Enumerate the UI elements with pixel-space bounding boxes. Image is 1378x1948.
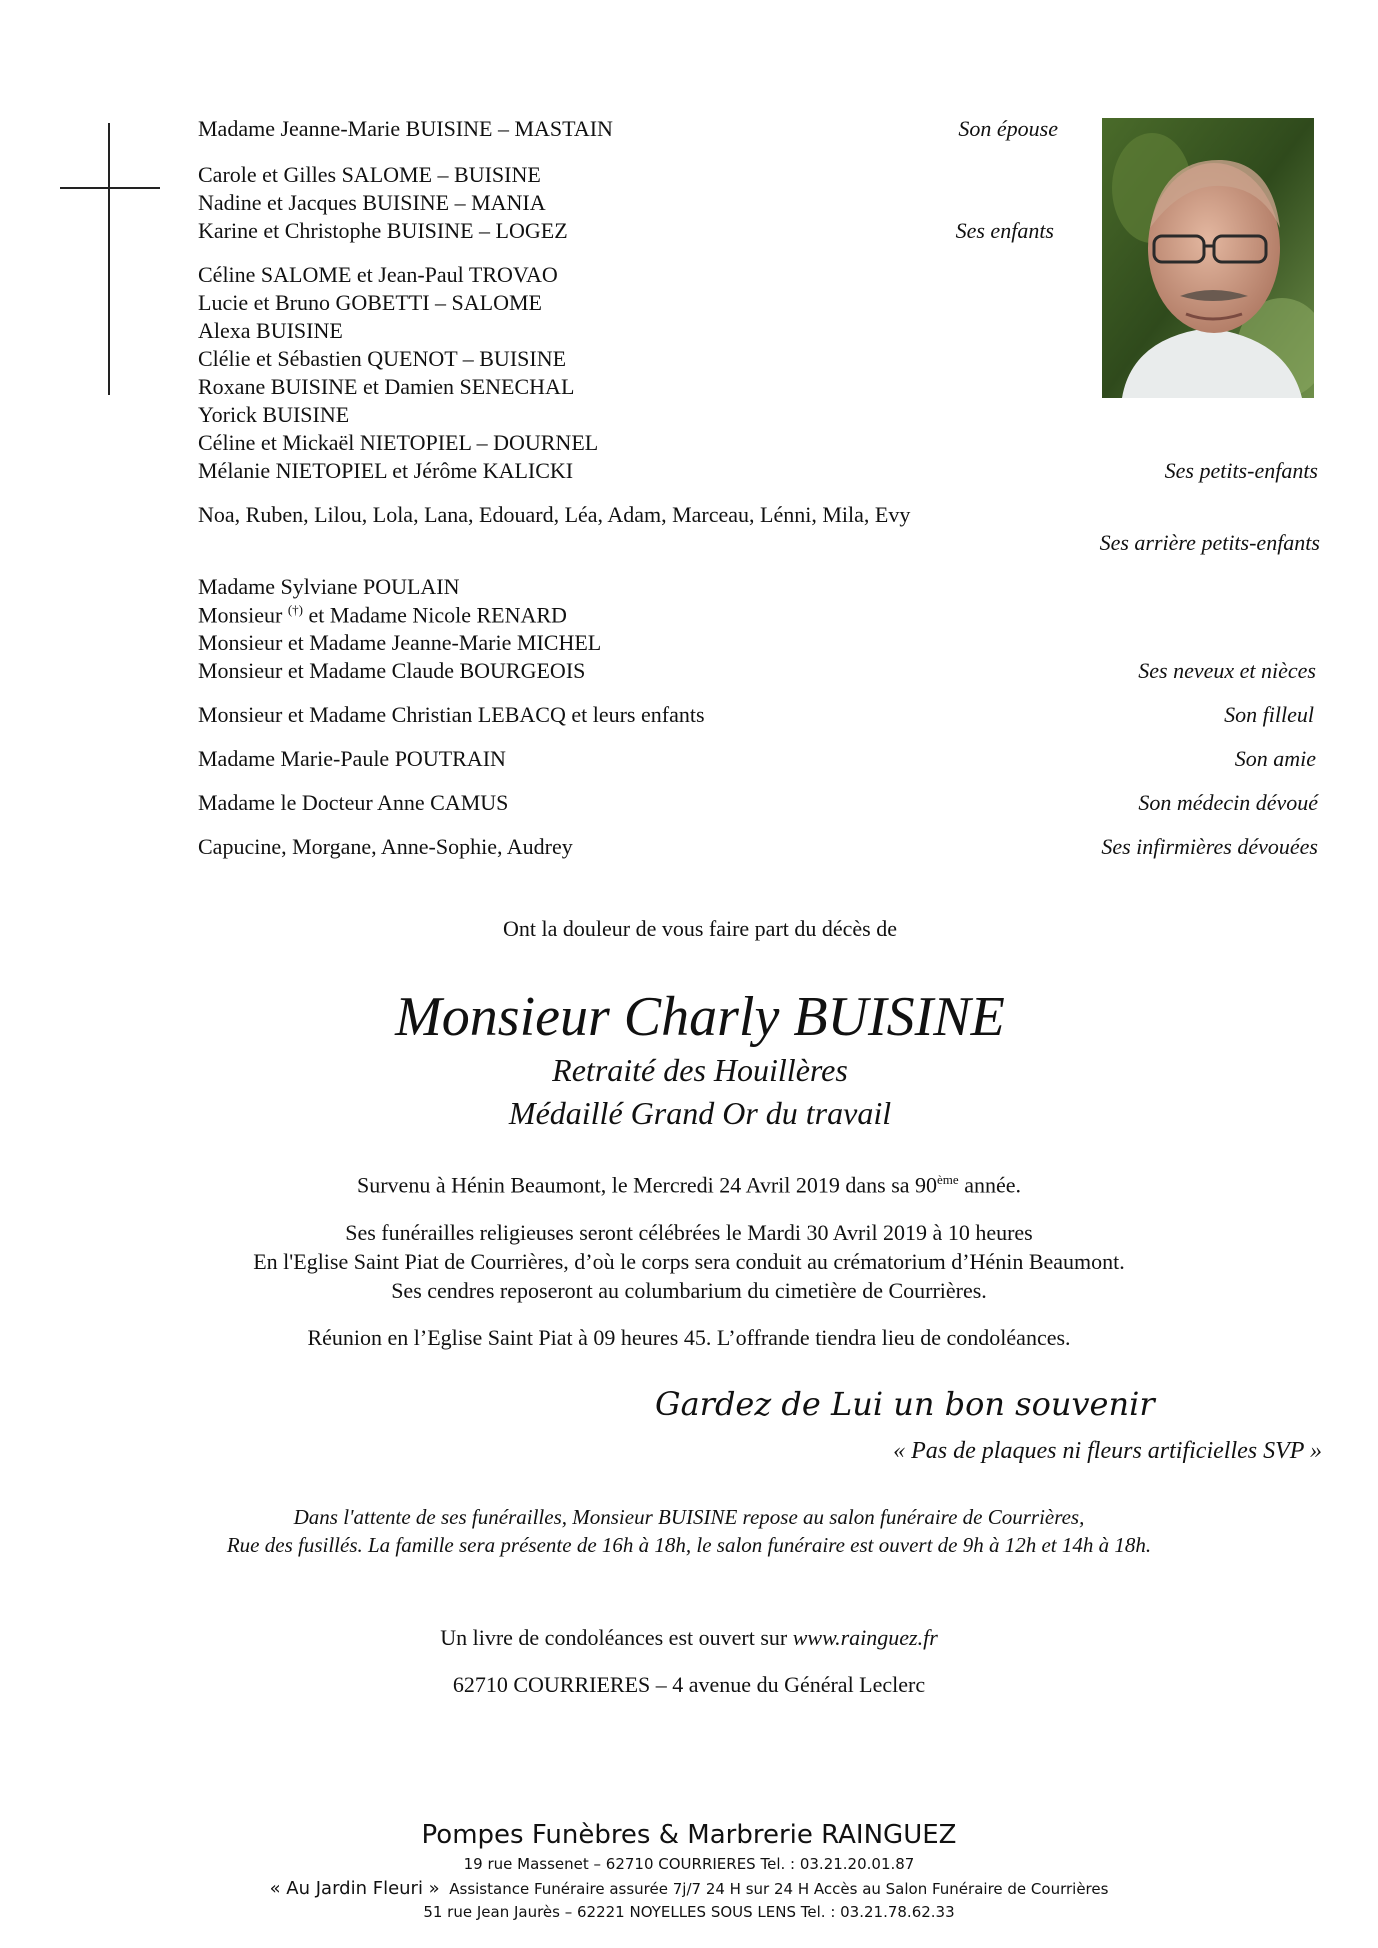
family-name: Lucie et Bruno GOBETTI – SALOME	[198, 290, 542, 315]
family-name: Madame le Docteur Anne CAMUS	[198, 790, 509, 815]
cross-vertical-bar	[108, 123, 110, 395]
death-info: Survenu à Hénin Beaumont, le Mercredi 24 Avril 2019 dans sa 90ème année.	[357, 1172, 1021, 1198]
family-name: Madame Sylviane POULAIN	[198, 574, 460, 599]
flowers-note: « Pas de plaques ni fleurs artificielles SVP »	[893, 1438, 1322, 1464]
relation-label: Ses neveux et nièces	[1138, 658, 1316, 683]
relation-label: Ses arrière petits-enfants	[1099, 530, 1320, 555]
condolences-link[interactable]: www.rainguez.fr	[792, 1625, 938, 1650]
family-name: Madame Jeanne-Marie BUISINE – MASTAIN	[198, 116, 613, 141]
funeral-info: Ses funérailles religieuses seront célébrées le Mardi 30 Avril 2019 à 10 heures	[345, 1220, 1033, 1245]
deceased-name: Monsieur Charly BUISINE	[395, 986, 1005, 1048]
relation-label: Son filleul	[1224, 702, 1314, 727]
family-name: Madame Marie-Paule POUTRAIN	[198, 746, 506, 771]
announcement-intro: Ont la douleur de vous faire part du décès de	[502, 916, 898, 941]
deceased-subtitle: Retraité des Houillères	[552, 1052, 848, 1088]
relation-label: Ses petits-enfants	[1164, 458, 1318, 483]
company-address: 51 rue Jean Jaurès – 62221 NOYELLES SOUS LENS Tel. : 03.21.78.62.33	[423, 1903, 955, 1921]
family-name: Roxane BUISINE et Damien SENECHAL	[198, 374, 575, 399]
salon-info: Dans l'attente de ses funérailles, Monsieur BUISINE repose au salon funéraire de Courrières,	[293, 1505, 1085, 1529]
relation-label: Son médecin dévoué	[1138, 790, 1318, 815]
family-name: Alexa BUISINE	[198, 318, 343, 343]
portrait-photo	[1102, 118, 1314, 398]
relation-label: Son amie	[1234, 746, 1316, 771]
company-services: « Au Jardin Fleuri » Assistance Funéraire assurée 7j/7 24 H sur 24 H Accès au Salon Funéraire de Courrières	[269, 1878, 1109, 1899]
company-address: 19 rue Massenet – 62710 COURRIERES Tel. : 03.21.20.01.87	[463, 1855, 915, 1873]
reunion-info: Réunion en l’Eglise Saint Piat à 09 heures 45. L’offrande tiendra lieu de condoléances.	[307, 1325, 1071, 1350]
family-name: Monsieur et Madame Claude BOURGEOIS	[198, 658, 586, 683]
family-name: Capucine, Morgane, Anne-Sophie, Audrey	[198, 834, 573, 859]
family-name: Noa, Ruben, Lilou, Lola, Lana, Edouard, Léa, Adam, Marceau, Lénni, Mila, Evy	[198, 502, 911, 527]
family-name: Céline SALOME et Jean-Paul TROVAO	[198, 262, 558, 287]
family-name: Yorick BUISINE	[198, 402, 350, 427]
family-name: Carole et Gilles SALOME – BUISINE	[198, 162, 541, 187]
funeral-info: En l'Eglise Saint Piat de Courrières, d’où le corps sera conduit au crématorium d’Hénin Beaumont.	[253, 1249, 1125, 1274]
family-name: Céline et Mickaël NIETOPIEL – DOURNEL	[198, 430, 599, 455]
deceased-subtitle: Médaillé Grand Or du travail	[508, 1095, 892, 1131]
family-name: Monsieur (†) et Madame Nicole RENARD	[198, 602, 567, 628]
salon-info: Rue des fusillés. La famille sera présente de 16h à 18h, le salon funéraire est ouvert de 9h à 12h et 14h à 18h.	[226, 1533, 1152, 1557]
company-name: Pompes Funèbres & Marbrerie RAINGUEZ	[421, 1820, 957, 1850]
relation-label: Ses infirmières dévouées	[1101, 834, 1318, 859]
cross-horizontal-bar	[60, 187, 160, 189]
condolences-book: Un livre de condoléances est ouvert sur www.rainguez.fr	[440, 1625, 938, 1650]
address-line: 62710 COURRIERES – 4 avenue du Général Leclerc	[452, 1672, 926, 1697]
family-name: Monsieur et Madame Jeanne-Marie MICHEL	[198, 630, 602, 655]
funeral-info: Ses cendres reposeront au columbarium du cimetière de Courrières.	[391, 1278, 987, 1303]
family-name: Monsieur et Madame Christian LEBACQ et leurs enfants	[198, 702, 705, 727]
relation-label: Ses enfants	[955, 218, 1054, 243]
relation-label: Son épouse	[958, 116, 1058, 141]
family-name: Mélanie NIETOPIEL et Jérôme KALICKI	[198, 458, 574, 483]
family-name: Clélie et Sébastien QUENOT – BUISINE	[198, 346, 567, 371]
souvenir-line: Gardez de Lui un bon souvenir	[655, 1385, 1155, 1423]
family-name: Karine et Christophe BUISINE – LOGEZ	[198, 218, 568, 243]
family-name: Nadine et Jacques BUISINE – MANIA	[198, 190, 546, 215]
